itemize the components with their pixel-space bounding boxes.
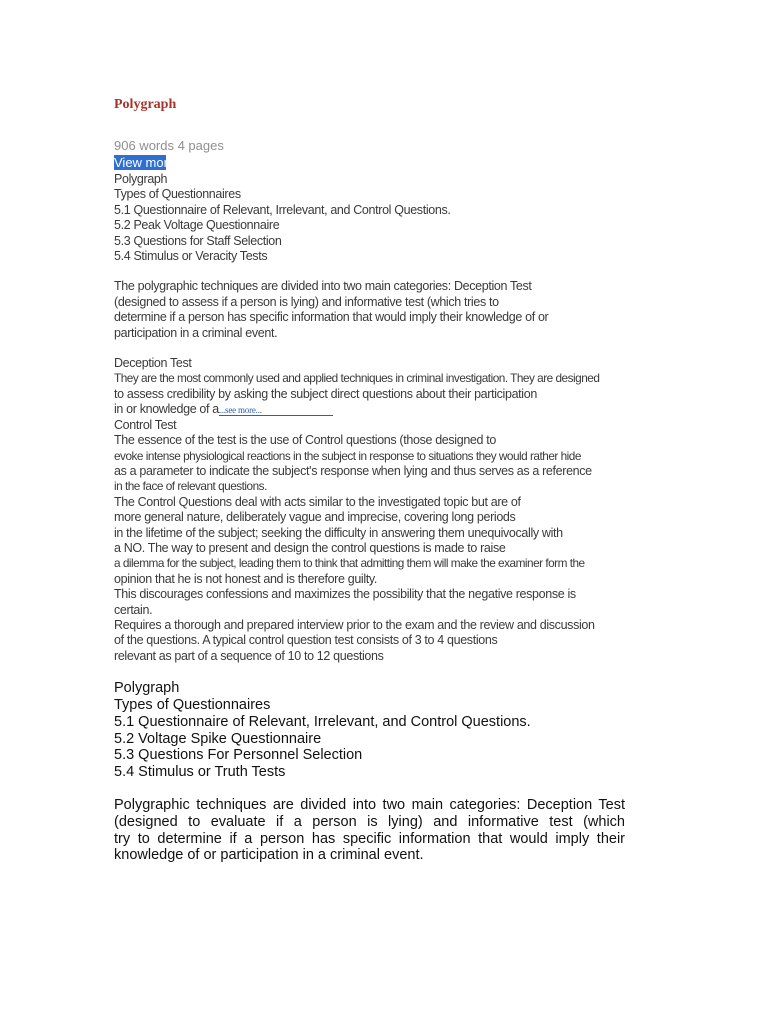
toc-line: Polygraph <box>114 172 168 186</box>
intro-line: The polygraphic techniques are divided into two main categories: Deception Test <box>114 279 532 294</box>
translation-toc-line: Polygraph <box>114 680 180 697</box>
control-line: opinion that he is not honest and is therefore guilty. <box>114 571 377 586</box>
control-line: certain. <box>114 602 153 617</box>
document-meta: 906 words 4 pages <box>114 138 224 153</box>
control-heading: Control Test <box>114 417 177 432</box>
intro-line: (designed to assess if a person is lying) and informative test (which tries to <box>114 294 499 309</box>
toc-line: 5.1 Questionnaire of Relevant, Irrelevant, and Control Questions. <box>114 202 451 217</box>
control-line: more general nature, deliberately vague and imprecise, covering long periods <box>114 510 516 525</box>
deception-line: They are the most commonly used and applied techniques in criminal investigation. They are designed <box>114 371 600 386</box>
control-line: relevant as part of a sequence of 10 to 12 questions <box>114 648 384 663</box>
document-title: Polygraph <box>114 97 177 112</box>
toc-line: Types of Questionnaires <box>114 187 241 202</box>
translation-paragraph-line: try to determine if a person has specific information that would imply their <box>114 830 625 847</box>
control-line: evoke intense physiological reactions in the subject in response to situations they would rather hide <box>114 448 581 463</box>
translation-toc <box>114 680 634 781</box>
control-line: The Control Questions deal with acts similar to the investigated topic but are of <box>114 494 521 509</box>
translation-paragraph <box>114 797 625 864</box>
translation-toc-line: 5.4 Stimulus or Truth Tests <box>114 764 286 781</box>
intro-line: participation in a criminal event. <box>114 325 278 340</box>
deception-last-text: in or knowledge of a <box>114 402 219 417</box>
translation-paragraph-line: knowledge of or participation in a criminal event. <box>114 847 424 864</box>
control-line: in the face of relevant questions. <box>114 479 267 494</box>
translation-paragraph-line: (designed to evaluate if a person is lying) and informative test (which <box>114 813 625 830</box>
toc-line: 5.3 Questions for Staff Selection <box>114 233 282 248</box>
toc-line: 5.2 Peak Voltage Questionnaire <box>114 218 280 233</box>
control-line: The essence of the test is the use of Control questions (those designed to <box>114 433 496 448</box>
document <box>114 96 634 864</box>
excerpt <box>114 172 634 664</box>
translation-toc-line: 5.1 Questionnaire of Relevant, Irrelevant, and Control Questions. <box>114 713 531 730</box>
toc-line: 5.4 Stimulus or Veracity Tests <box>114 249 268 264</box>
translation-paragraph-line: Polygraphic techniques are divided into two main categories: Deception Test <box>114 796 625 813</box>
deception-last-line <box>114 402 634 417</box>
see-more-link[interactable]: ...see more... <box>219 405 333 416</box>
translation-toc-line: Types of Questionnaires <box>114 696 271 713</box>
view-more-button[interactable]: View more <box>114 155 176 170</box>
control-line: a dilemma for the subject, leading them to think that admitting them will make the examiner form the <box>114 556 585 571</box>
translation-toc-line: 5.2 Voltage Spike Questionnaire <box>114 730 322 747</box>
control-line: This discourages confessions and maximizes the possibility that the negative response is <box>114 587 576 602</box>
deception-line: to assess credibility by asking the subject direct questions about their participation <box>114 386 537 401</box>
control-line: Requires a thorough and prepared interview prior to the exam and the review and discussion <box>114 617 595 632</box>
control-line: as a parameter to indicate the subject's response when lying and thus serves as a reference <box>114 463 592 478</box>
control-line: in the lifetime of the subject; seeking the difficulty in answering them unequivocally with <box>114 525 563 540</box>
control-line: a NO. The way to present and design the control questions is made to raise <box>114 540 506 555</box>
translation-toc-line: 5.3 Questions For Personnel Selection <box>114 747 363 764</box>
control-line: of the questions. A typical control question test consists of 3 to 4 questions <box>114 633 498 648</box>
intro-line: determine if a person has specific information that would imply their knowledge of or <box>114 310 549 325</box>
deception-heading: Deception Test <box>114 356 192 371</box>
